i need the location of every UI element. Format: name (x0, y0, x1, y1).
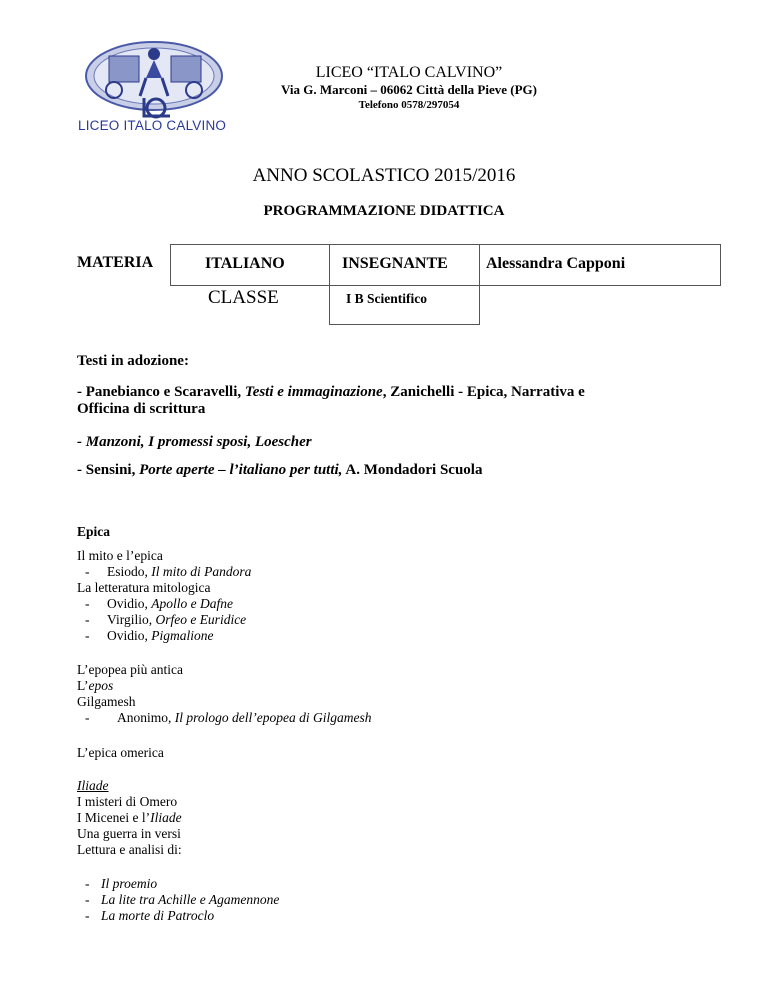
school-address: Via G. Marconi – 06062 Città della Pieve (PG) (281, 82, 537, 97)
list-item: - Ovidio, Apollo e Dafne (77, 596, 251, 612)
logo-label: LICEO ITALO CALVINO (78, 118, 227, 133)
book-3: - Sensini, Porte aperte – l’italiano per tutti, A. Mondadori Scuola (77, 462, 483, 478)
classe-cell (329, 285, 480, 325)
readings-list (77, 876, 279, 924)
document-subtitle: PROGRAMMAZIONE DIDATTICA (263, 203, 505, 219)
book-2: - Manzoni, I promessi sposi, Loescher (77, 434, 312, 450)
classe-label-cell (170, 285, 330, 325)
testi-heading: Testi in adozione: (77, 353, 189, 369)
materia-cell (170, 244, 330, 286)
insegnante-value: Alessandra Capponi (486, 255, 626, 272)
insegnante-label-cell (329, 244, 480, 286)
list-item: - La lite tra Achille e Agamennone (77, 892, 279, 908)
list-item: - Esiodo, Il mito di Pandora (77, 564, 251, 580)
section-title: L’epopea più antica (77, 662, 183, 677)
epica-heading: Epica (77, 524, 111, 539)
school-year-title: ANNO SCOLASTICO 2015/2016 (252, 165, 516, 186)
list-item: - La morte di Patroclo (77, 908, 279, 924)
epica-section-4-title: L’epica omerica (77, 745, 164, 760)
school-phone: Telefono 0578/297054 (358, 99, 460, 111)
epica-section-1 (77, 548, 251, 644)
iliade-section: Iliade I misteri di Omero I Micenei e l’Iliade Una guerra in versi Lettura e analisi di: (77, 778, 182, 857)
school-name: LICEO “ITALO CALVINO” (315, 64, 503, 81)
insegnante-cell (479, 244, 721, 286)
list-item: - Il proemio (77, 876, 279, 892)
classe-value: I B Scientifico (346, 291, 427, 306)
epica-section-3: L’epopea più antica L’epos Gilgamesh - Anonimo, Il prologo dell’epopea di Gilgamesh (77, 662, 372, 726)
list-item: - Virgilio, Orfeo e Euridice (77, 612, 251, 628)
materia-value: ITALIANO (205, 255, 285, 272)
insegnante-label: INSEGNANTE (342, 255, 448, 272)
section-title: Il mito e l’epica (77, 548, 163, 563)
list-item: - Anonimo, Il prologo dell’epopea di Gilgamesh (77, 710, 372, 726)
classe-label: CLASSE (208, 287, 279, 308)
book-1: - Panebianco e Scaravelli, Testi e immaginazione, Zanichelli - Epica, Narrativa e Officina di scrittura (77, 384, 585, 417)
section-title: La letteratura mitologica (77, 580, 211, 595)
list-item: - Ovidio, Pigmalione (77, 628, 251, 644)
materia-label: MATERIA (77, 254, 154, 271)
